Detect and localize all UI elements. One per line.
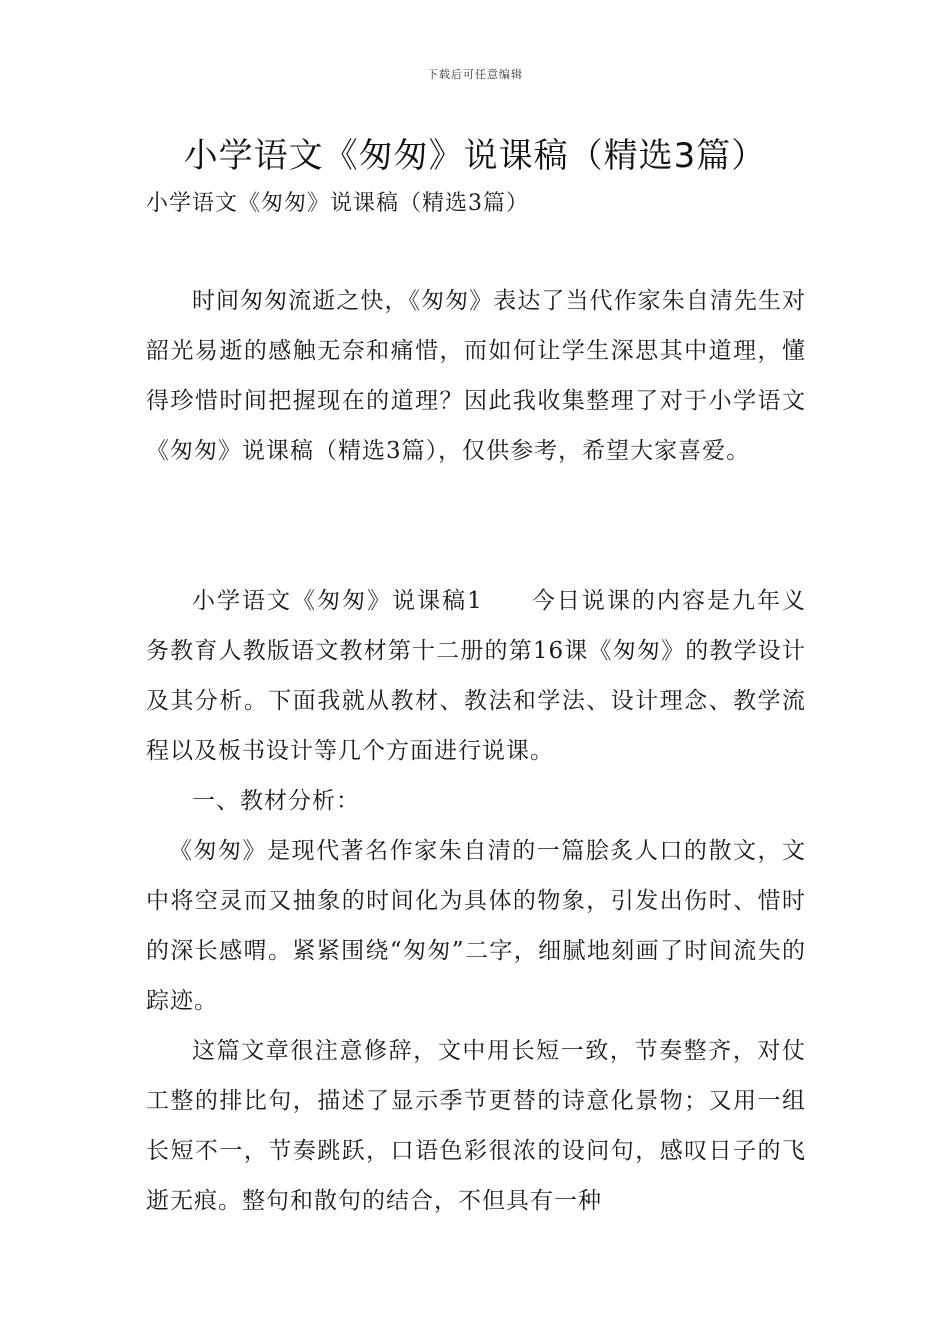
analysis-paragraph-2: 这篇文章很注意修辞，文中用长短一致，节奏整齐，对仗工整的排比句，描述了显示季节更替的诗意化景物；又用一组长短不一，节奏跳跃，口语色彩很浓的设问句，感叹日子的飞逝无痕。整句和散句的结合，不但具有一种	[146, 1038, 806, 1214]
document-subtitle: 小学语文《匆匆》说课稿（精选3篇）	[146, 191, 529, 216]
section-1-lead-text: 今日说课的内容是九年义务教育人教版语文教材第十二册的第16课《匆匆》的教学设计及其分析。下面我就从教材、教法和学法、设计理念、教学流程以及板书设计等几个方面进行说课。	[146, 588, 807, 764]
analysis-paragraph-1: 《匆匆》是现代著名作家朱自清的一篇脍炙人口的散文，文中将空灵而又抽象的时间化为具体的物象，引发出伤时、惜时的深长感喟。紧紧围绕“匆匆”二字，细腻地刻画了时间流失的踪迹。	[146, 838, 806, 1014]
document-title: 小学语文《匆匆》说课稿（精选3篇）	[183, 136, 767, 176]
section-1-lead-paragraph	[146, 576, 806, 776]
section-1	[146, 576, 806, 1226]
header-note: 下载后可任意编辑	[427, 68, 523, 81]
section-1-heading: 小学语文《匆匆》说课稿1	[192, 588, 483, 614]
intro-block	[146, 276, 806, 476]
part-1-title: 一、教材分析：	[192, 788, 360, 814]
intro-paragraph: 时间匆匆流逝之快，《匆匆》表达了当代作家朱自清先生对韶光易逝的感触无奈和痛惜，而如何让学生深思其中道理，懂得珍惜时间把握现在的道理？因此我收集整理了对于小学语文《匆匆》说课稿（精选3篇），仅供参考，希望大家喜爱。	[146, 288, 806, 464]
